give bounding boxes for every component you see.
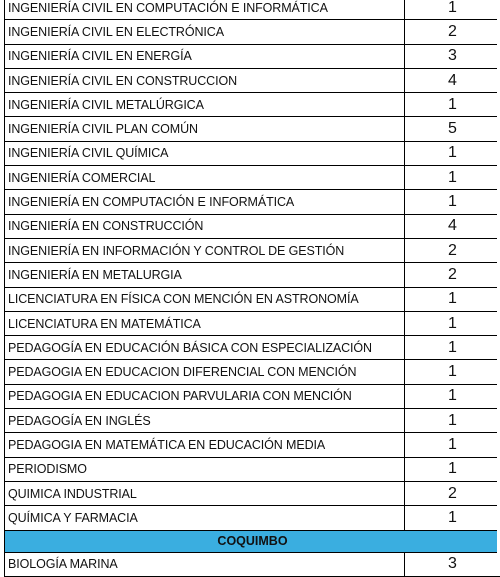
table-row [5,238,500,262]
career-name-cell: BIOLOGÍA MARINA [5,552,405,576]
count-cell: 2 [405,238,500,262]
region-header: COQUIMBO [5,530,500,552]
count-cell: 1 [405,433,500,457]
table-row [5,287,500,311]
career-name-cell: PEDAGOGÍA EN EDUCACIÓN BÁSICA CON ESPECIALIZACIÓN [5,336,405,360]
career-name-cell: PEDAGOGIA EN MATEMÁTICA EN EDUCACIÓN MEDIA [5,433,405,457]
count-cell: 2 [405,481,500,505]
table-row [5,360,500,384]
count-cell: 2 [405,20,500,44]
count-cell: 1 [405,409,500,433]
table-row [5,117,500,141]
career-name-cell: PEDAGOGIA EN EDUCACION DIFERENCIAL CON MENCIÓN [5,360,405,384]
count-cell: 1 [405,311,500,335]
table-row [5,506,500,530]
count-cell: 1 [405,384,500,408]
count-cell: 1 [405,287,500,311]
career-name-cell: PEDAGOGIA EN EDUCACION PARVULARIA CON MENCIÓN [5,384,405,408]
table-row [5,311,500,335]
count-cell: 3 [405,552,500,576]
count-cell: 1 [405,190,500,214]
table-row [5,336,500,360]
table-row [5,409,500,433]
career-name-cell: LICENCIATURA EN MATEMÁTICA [5,311,405,335]
table-row [5,433,500,457]
career-name-cell: INGENIERÍA CIVIL PLAN COMÚN [5,117,405,141]
career-vacancies-table [4,0,500,577]
career-name-cell: QUIMICA INDUSTRIAL [5,481,405,505]
career-name-cell: LICENCIATURA EN FÍSICA CON MENCIÓN EN ASTRONOMÍA [5,287,405,311]
count-cell: 1 [405,166,500,190]
table-row [5,214,500,238]
table-row [5,384,500,408]
career-name-cell: INGENIERÍA EN COMPUTACIÓN E INFORMÁTICA [5,190,405,214]
count-cell: 1 [405,93,500,117]
count-cell: 1 [405,0,500,20]
table-row [5,263,500,287]
career-name-cell: INGENIERÍA COMERCIAL [5,166,405,190]
career-name-cell: QUÍMICA Y FARMACIA [5,506,405,530]
table-row [5,457,500,481]
career-name-cell: INGENIERÍA CIVIL QUÍMICA [5,141,405,165]
count-cell: 5 [405,117,500,141]
career-name-cell: INGENIERÍA EN INFORMACIÓN Y CONTROL DE GESTIÓN [5,238,405,262]
table-row [5,552,500,576]
table-row [5,0,500,20]
career-name-cell: INGENIERÍA CIVIL EN COMPUTACIÓN E INFORMÁTICA [5,0,405,20]
table-row [5,20,500,44]
table-row [5,166,500,190]
career-name-cell: INGENIERÍA CIVIL METALÚRGICA [5,93,405,117]
count-cell: 1 [405,360,500,384]
table-row [5,44,500,68]
count-cell: 1 [405,141,500,165]
count-cell: 2 [405,263,500,287]
table-row [5,68,500,92]
career-name-cell: INGENIERÍA CIVIL EN ELECTRÓNICA [5,20,405,44]
table-row [5,141,500,165]
table-row [5,481,500,505]
career-name-cell: PEDAGOGÍA EN INGLÉS [5,409,405,433]
career-name-cell: PERIODISMO [5,457,405,481]
count-cell: 3 [405,44,500,68]
count-cell: 1 [405,457,500,481]
table-row [5,93,500,117]
table-row [5,190,500,214]
career-name-cell: INGENIERÍA CIVIL EN CONSTRUCCION [5,68,405,92]
count-cell: 4 [405,214,500,238]
career-table-container [4,0,498,577]
career-name-cell: INGENIERÍA EN METALURGIA [5,263,405,287]
career-name-cell: INGENIERÍA EN CONSTRUCCIÓN [5,214,405,238]
count-cell: 1 [405,336,500,360]
region-header-row [5,530,500,552]
count-cell: 4 [405,68,500,92]
count-cell: 1 [405,506,500,530]
career-name-cell: INGENIERÍA CIVIL EN ENERGÍA [5,44,405,68]
